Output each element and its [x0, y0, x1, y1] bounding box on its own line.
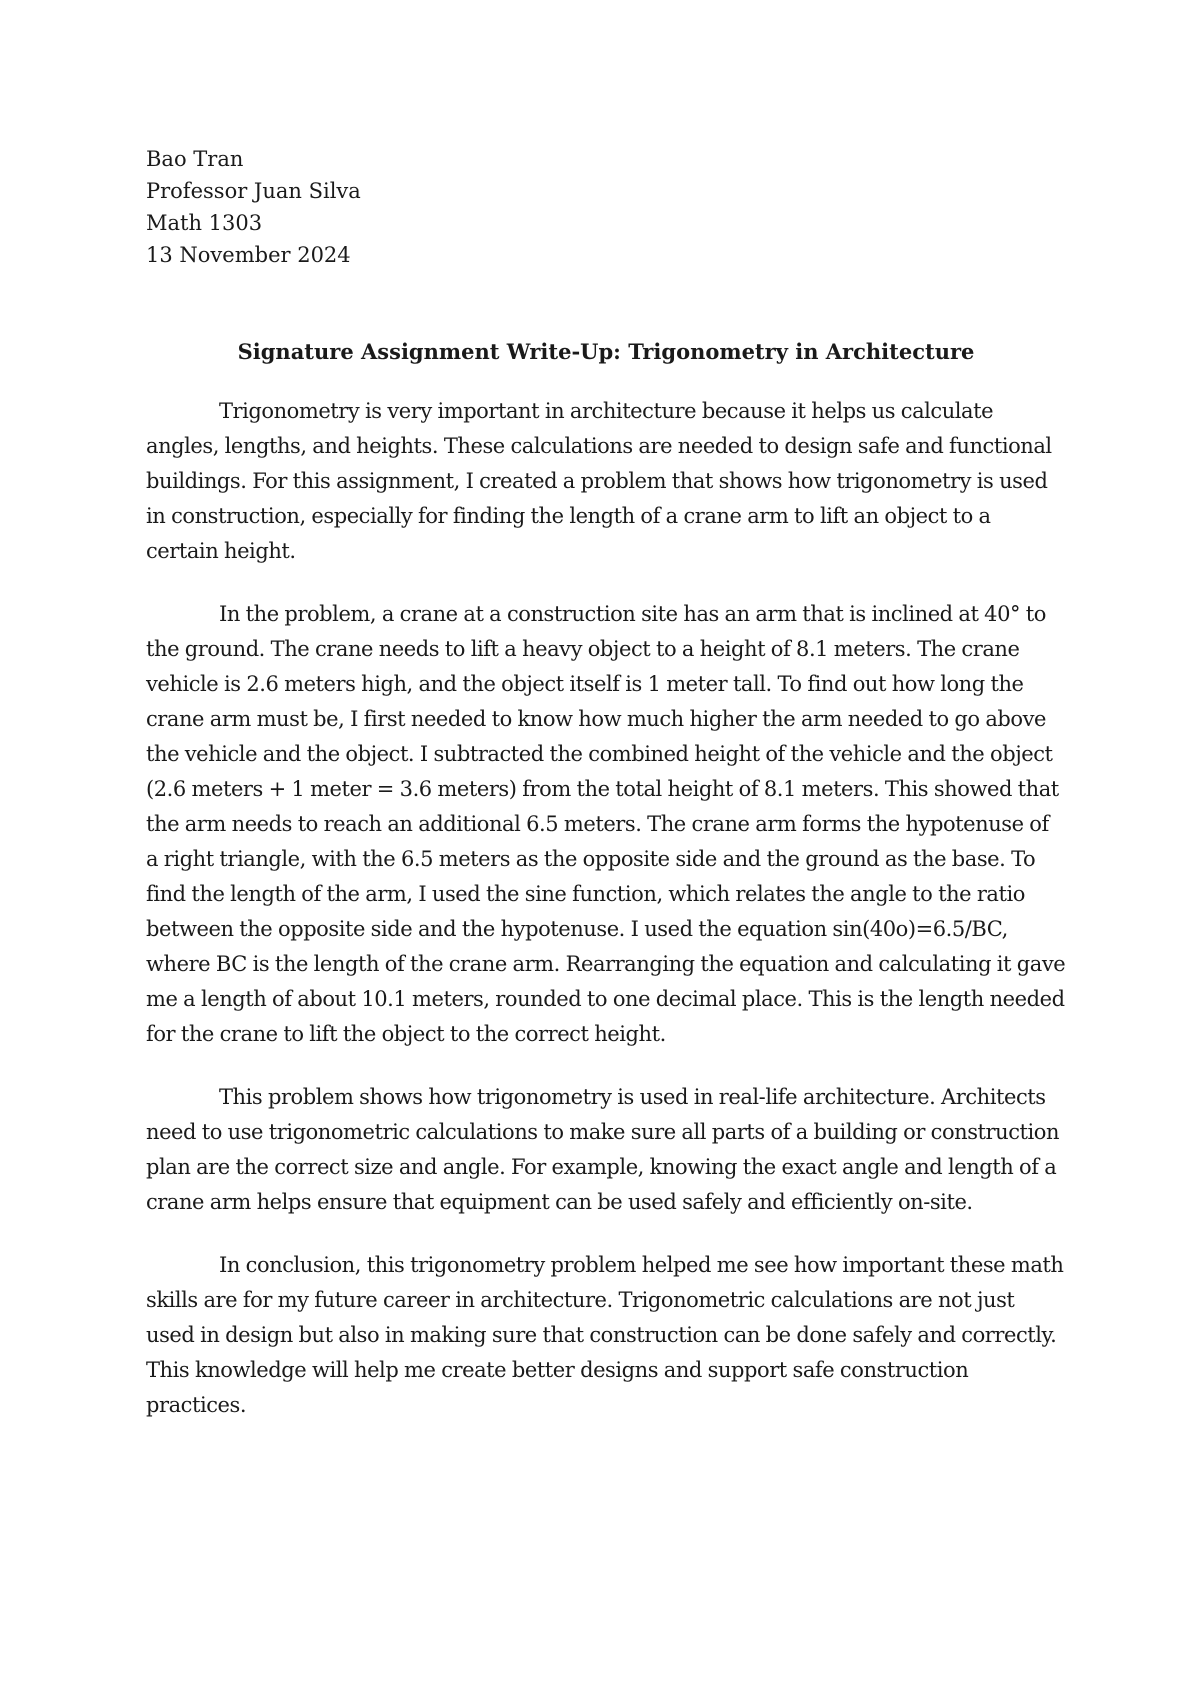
- course-name: Math 1303: [146, 211, 263, 235]
- submission-date: 13 November 2024: [146, 243, 351, 267]
- document-body: [146, 394, 1066, 1451]
- paragraph-problem: In the problem, a crane at a construction site has an arm that is inclined at 40° to the ground. The crane needs to lift a heavy object to a height of 8.1 meters. The crane vehicle is 2.6 meters high, and the object itself is 1 meter tall. To find out how long the crane arm must be, I first needed to know how much higher the arm needed to go above the vehicle and the object. I subtracted the combined height of the vehicle and the object (2.6 meters + 1 meter = 3.6 meters) from the total height of 8.1 meters. This showed that the arm needs to reach an additional 6.5 meters. The crane arm forms the hypotenuse of a right triangle, with the 6.5 meters as the opposite side and the ground as the base. To find the length of the arm, I used the sine function, which relates the angle to the ratio between the opposite side and the hypotenuse. I used the equation sin(40o)=6.5/BC, where BC is the length of the crane arm. Rearranging the equation and calculating it gave me a length of about 10.1 meters, rounded to one decimal place. This is the length needed for the crane to lift the object to the correct height.: [146, 602, 1066, 1046]
- paragraph-conclusion: In conclusion, this trigonometry problem helped me see how important these math skills are for my future career in architecture. Trigonometric calculations are not just used in design but also in making sure that construction can be done safely and correctly. This knowledge will help me create better designs and support safe construction practices.: [146, 1253, 1064, 1417]
- paragraph-application: This problem shows how trigonometry is used in real-life architecture. Architects need to use trigonometric calculations to make sure all parts of a building or construction plan are the correct size and angle. For example, knowing the exact angle and length of a crane arm helps ensure that equipment can be used safely and efficiently on-site.: [146, 1085, 1060, 1214]
- document-title: Signature Assignment Write-Up: Trigonometry in Architecture: [237, 339, 975, 364]
- professor-name: Professor Juan Silva: [146, 179, 361, 203]
- document-header: [146, 143, 1066, 271]
- student-name: Bao Tran: [146, 147, 244, 171]
- paragraph-introduction: Trigonometry is very important in architecture because it helps us calculate angles, lengths, and heights. These calculations are needed to design safe and functional buildings. For this assignment, I created a problem that shows how trigonometry is used in construction, especially for finding the length of a crane arm to lift an object to a certain height.: [146, 399, 1052, 563]
